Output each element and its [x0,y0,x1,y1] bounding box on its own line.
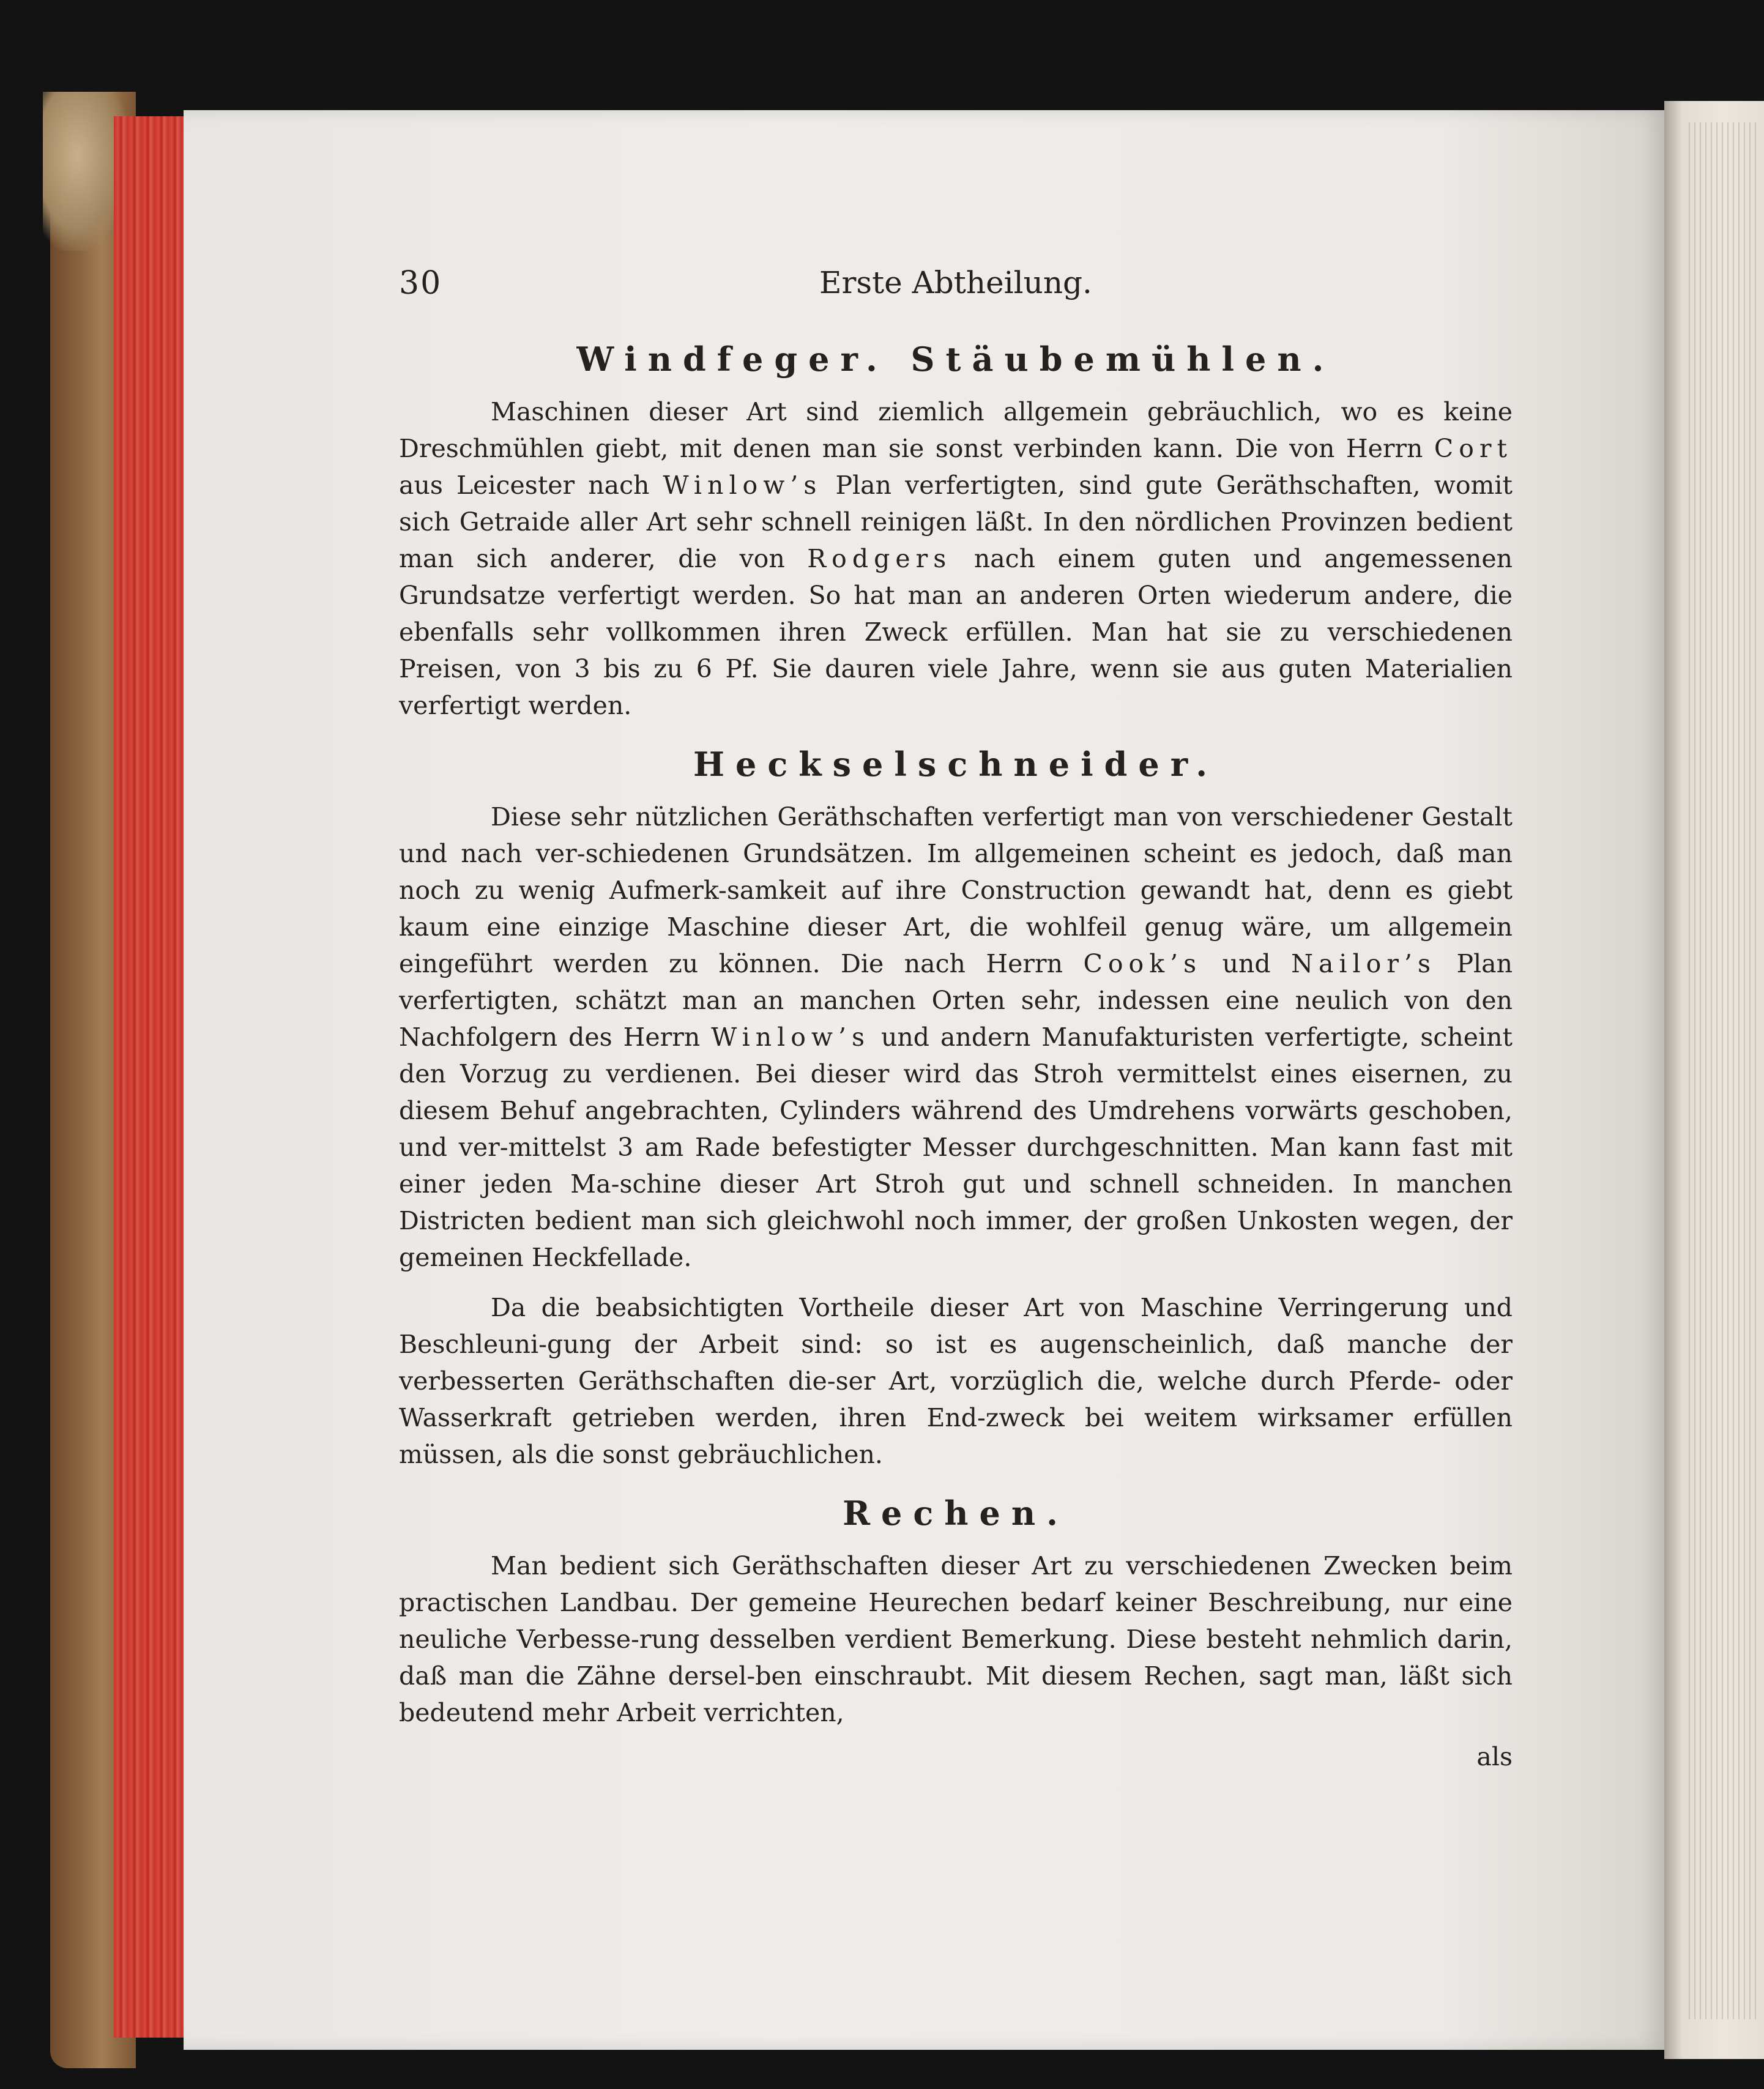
spaced-name: Cook’s [1083,949,1202,978]
text-run: und [1202,949,1292,978]
text-run: Da die beabsichtigten Vortheile dieser Art von Maschine Verringerung und Beschleuni-gung der Arbeit sind: so ist es augenscheinlich, daß manche der verbesserten Geräthschaften die-ser Art, vorzüglich die, welche durch Pferde- oder Wasserkraft getrieben werden, ihren End-zweck bei weitem wirksamer erfüllen müssen, als die sonst gebräuchlichen. [399,1293,1513,1469]
body-paragraph [399,1289,1513,1473]
text-run: Diese sehr nützlichen Geräthschaften verfertigt man von verschiedener Gestalt und nach ver-schiedenen Grundsätzen. Im allgemeinen scheint es jedoch, daß man noch zu wenig Aufmerk-samkeit auf ihre Construction gewandt hat, denn es giebt kaum eine einzige Maschine dieser Art, die wohlfeil genug wäre, um allgemein eingeführt werden zu können. Die nach Herrn [399,802,1513,978]
red-page-edges [114,116,187,2038]
sections [399,340,1513,1731]
text-run: aus Leicester nach [399,471,663,500]
body-paragraph [399,1547,1513,1731]
body-paragraph [399,393,1513,724]
text-run: nach einem guten und angemessenen Grundsatze verfertigt werden. So hat man an anderen Orten wiederum andere, die ebenfalls sehr vollkommen ihren Zweck erfüllen. Man hat sie zu verschiedenen Preisen, von 3 bis zu 6 Pf. Sie dauren viele Jahre, wenn sie aus guten Materialien verfertigt werden. [399,544,1513,720]
section-heading: Windfeger. Stäubemühlen. [576,340,1335,379]
body-paragraph [399,799,1513,1276]
page-content [399,254,1513,1775]
text-run: Plan verfertigten, sind gute Geräthschaften, womit sich Getraide aller Art sehr schnell reinigen läßt. In den nördlichen Provinzen bedient man sich anderer, die von [399,471,1513,573]
section-heading: Rechen. [843,1494,1069,1533]
facing-page-stack [1689,122,1756,2019]
spaced-name: Rodgers [807,544,952,573]
spaced-name: Winlow’s [663,471,822,500]
spaced-name: Winlow’s [711,1022,871,1052]
text-run: und andern Manufakturisten verfertigte, scheint den Vorzug zu verdienen. Bei dieser wird das Stroh vermittelst eines eisernen, zu diesem Behuf angebrachten, Cylinders während des Umdrehens vorwärts geschoben, und ver-mittelst 3 am Rade befestigter Messer durchgeschnitten. Man kann fast mit einer jeden Ma-schine dieser Art Stroh gut und schnell schneiden. In manchen Districten bedient man sich gleichwohl noch immer, der großen Unkosten wegen, der gemeinen Heckfellade. [399,1022,1513,1272]
section-heading: Heckselschneider. [693,745,1219,784]
page-number: 30 [399,265,442,302]
text-run: Plan verfertigten, schätzt man an manchen Orten sehr, indessen eine neulich von den Nachfolgern des Herrn [399,949,1513,1052]
spaced-name: Nailor’s [1291,949,1436,978]
running-title: Erste Abtheilung. [819,265,1092,300]
page-header [399,254,1513,321]
catchword: als [1476,1742,1513,1771]
text-run: Maschinen dieser Art sind ziemlich allgemein gebräuchlich, wo es keine Dreschmühlen giebt, mit denen man sie sonst verbinden kann. Die von Herrn [399,397,1513,463]
spaced-name: Cort [1434,434,1513,463]
text-run: Man bedient sich Geräthschaften dieser Art zu verschiedenen Zwecken beim practischen Landbau. Der gemeine Heurechen bedarf keiner Beschreibung, nur eine neuliche Verbesse-rung desselben verdient Bemerkung. Diese besteht nehmlich darin, daß man die Zähne dersel-ben einschraubt. Mit diesem Rechen, sagt man, läßt sich bedeutend mehr Arbeit verrichten, [399,1551,1513,1727]
